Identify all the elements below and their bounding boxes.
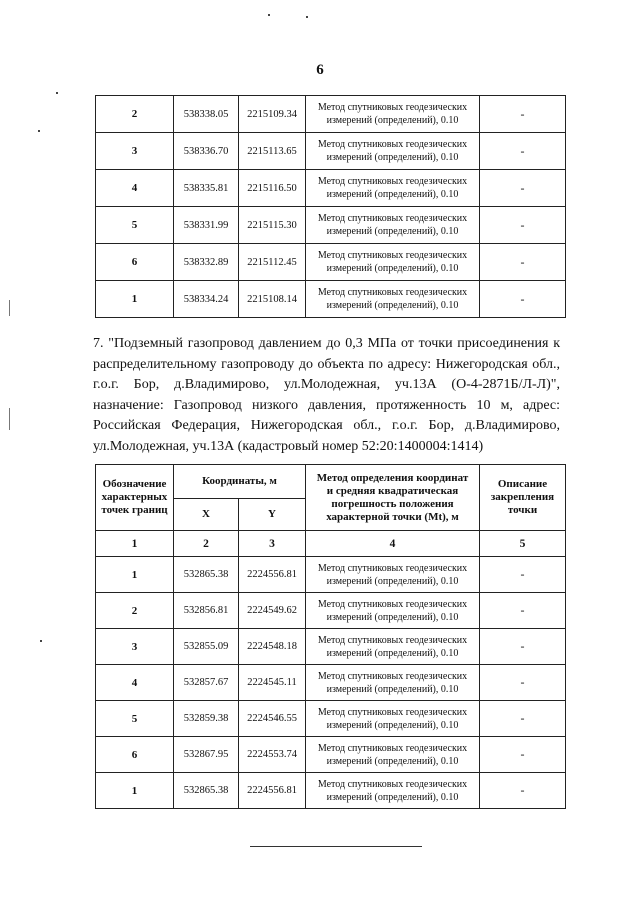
- x-coordinate: 538334.24: [174, 281, 239, 318]
- method-cell: [306, 207, 480, 244]
- column-number: 5: [480, 531, 566, 557]
- table-row: [96, 133, 566, 170]
- y-coordinate: 2215113.65: [239, 133, 306, 170]
- coordinates-table: [95, 464, 566, 809]
- point-number: 1: [96, 773, 174, 809]
- point-number: 5: [96, 207, 174, 244]
- description-cell: -: [480, 737, 566, 773]
- scan-speck: [38, 130, 40, 132]
- table-row: [96, 773, 566, 809]
- method-text: Метод спутниковых геодезических: [317, 250, 468, 261]
- point-number: 2: [96, 593, 174, 629]
- x-coordinate: 532859.38: [174, 701, 239, 737]
- y-coordinate: 2215109.34: [239, 96, 306, 133]
- x-coordinate: 532867.95: [174, 737, 239, 773]
- method-cell: [306, 170, 480, 207]
- footer-rule: [250, 846, 422, 847]
- method-cell: [306, 737, 480, 773]
- y-coordinate: 2224553.74: [239, 737, 306, 773]
- method-text: Метод спутниковых геодезических: [317, 102, 468, 113]
- y-coordinate: 2215112.45: [239, 244, 306, 281]
- scan-speck: [56, 92, 58, 94]
- table-row: [96, 207, 566, 244]
- designation-header-line: точек границ: [101, 504, 168, 516]
- x-coordinate: 532856.81: [174, 593, 239, 629]
- method-header-line: и средняя квадратическая: [326, 484, 459, 497]
- description-cell: -: [480, 773, 566, 809]
- x-coordinate: 538332.89: [174, 244, 239, 281]
- method-text: Метод спутниковых геодезических: [317, 706, 468, 718]
- method-text: измерений (определений), 0.10: [326, 115, 459, 126]
- point-number: 6: [96, 244, 174, 281]
- coordinates-table-continued: [95, 95, 566, 318]
- point-number: 6: [96, 737, 174, 773]
- designation-header-line: Обозначение: [102, 478, 167, 490]
- method-text: измерений (определений), 0.10: [326, 263, 459, 274]
- method-text: Метод спутниковых геодезических: [317, 634, 468, 646]
- method-text: измерений (определений), 0.10: [326, 300, 459, 311]
- description-cell: -: [480, 133, 566, 170]
- x-coordinate: 538336.70: [174, 133, 239, 170]
- method-cell: [306, 629, 480, 665]
- method-cell: [306, 701, 480, 737]
- description-cell: -: [480, 170, 566, 207]
- method-text: измерений (определений), 0.10: [326, 226, 459, 237]
- method-cell: [306, 593, 480, 629]
- scan-edge-mark: [9, 408, 10, 430]
- method-text: Метод спутниковых геодезических: [317, 213, 468, 224]
- table-row: [96, 593, 566, 629]
- method-text: измерений (определений), 0.10: [326, 611, 459, 623]
- method-text: измерений (определений), 0.10: [326, 719, 459, 731]
- x-coordinate: 532865.38: [174, 773, 239, 809]
- method-header-line: характерной точки (Mt), м: [326, 510, 459, 523]
- x-coordinate: 532857.67: [174, 665, 239, 701]
- x-coordinate: 538335.81: [174, 170, 239, 207]
- column-number: 1: [96, 531, 174, 557]
- method-text: измерений (определений), 0.10: [326, 791, 459, 803]
- method-text: Метод спутниковых геодезических: [317, 670, 468, 682]
- table-row: [96, 281, 566, 318]
- method-cell: [306, 557, 480, 593]
- description-cell: -: [480, 207, 566, 244]
- object-description-paragraph: 7. "Подземный газопровод давлением до 0,3 МПа от точки присоединения к распределительному газопроводу до объекта по адресу: Нижегородская обл., г.о.г. Бор, д.Владимирово, ул.Молодежная, уч.13А (О-4-2871Б/Л-Л)", назначение: Газопровод низкого давления, протяженность 10 м, адрес: Российская Федерация, Нижегородская обл., г.о.г. Бор, д.Владимирово, ул.Молодежная, уч.13А (кадастровый номер 52:20:1400004:1414): [93, 336, 560, 454]
- method-cell: [306, 96, 480, 133]
- point-number: 3: [96, 133, 174, 170]
- y-coordinate: 2224546.55: [239, 701, 306, 737]
- method-cell: [306, 773, 480, 809]
- y-coordinate: 2215115.30: [239, 207, 306, 244]
- page-number: 6: [316, 62, 324, 78]
- method-text: Метод спутниковых геодезических: [317, 139, 468, 150]
- scan-speck: [40, 640, 42, 642]
- point-number: 1: [96, 281, 174, 318]
- method-text: Метод спутниковых геодезических: [317, 287, 468, 298]
- y-coordinate: 2215116.50: [239, 170, 306, 207]
- y-header: Y: [239, 499, 306, 531]
- method-text: Метод спутниковых геодезических: [317, 778, 468, 790]
- method-header-line: погрешность положения: [331, 497, 454, 510]
- scan-speck: [268, 14, 270, 16]
- method-cell: [306, 281, 480, 318]
- description-cell: -: [480, 244, 566, 281]
- table-row: [96, 737, 566, 773]
- description-header-line: Описание: [497, 478, 548, 490]
- y-coordinate: 2215108.14: [239, 281, 306, 318]
- method-text: измерений (определений), 0.10: [326, 647, 459, 659]
- table-row: [96, 701, 566, 737]
- method-header: [306, 465, 480, 531]
- y-coordinate: 2224548.18: [239, 629, 306, 665]
- y-coordinate: 2224545.11: [239, 665, 306, 701]
- description-cell: -: [480, 557, 566, 593]
- description-cell: -: [480, 593, 566, 629]
- point-number: 2: [96, 96, 174, 133]
- x-header: X: [174, 499, 239, 531]
- description-cell: -: [480, 629, 566, 665]
- designation-header: [96, 465, 174, 531]
- method-text: Метод спутниковых геодезических: [317, 176, 468, 187]
- point-number: 5: [96, 701, 174, 737]
- table-row: [96, 665, 566, 701]
- method-header-line: Метод определения координат: [316, 471, 469, 484]
- coords-header: Координаты, м: [174, 465, 306, 499]
- table-row: [96, 244, 566, 281]
- method-cell: [306, 244, 480, 281]
- table-row: [96, 170, 566, 207]
- description-cell: -: [480, 665, 566, 701]
- method-text: Метод спутниковых геодезических: [317, 562, 468, 574]
- x-coordinate: 538331.99: [174, 207, 239, 244]
- y-coordinate: 2224556.81: [239, 773, 306, 809]
- point-number: 3: [96, 629, 174, 665]
- description-header-line: точки: [507, 504, 538, 516]
- method-text: измерений (определений), 0.10: [326, 189, 459, 200]
- designation-header-line: характерных: [101, 491, 168, 503]
- x-coordinate: 532865.38: [174, 557, 239, 593]
- method-text: измерений (определений), 0.10: [326, 575, 459, 587]
- y-coordinate: 2224556.81: [239, 557, 306, 593]
- description-header: [480, 465, 566, 531]
- method-text: измерений (определений), 0.10: [326, 683, 459, 695]
- column-number: 2: [174, 531, 239, 557]
- method-cell: [306, 133, 480, 170]
- description-header-line: закрепления: [490, 491, 555, 503]
- description-cell: -: [480, 281, 566, 318]
- x-coordinate: 538338.05: [174, 96, 239, 133]
- y-coordinate: 2224549.62: [239, 593, 306, 629]
- method-text: измерений (определений), 0.10: [326, 755, 459, 767]
- table-row: [96, 629, 566, 665]
- point-number: 1: [96, 557, 174, 593]
- point-number: 4: [96, 170, 174, 207]
- scan-speck: [306, 16, 308, 18]
- column-number: 4: [306, 531, 480, 557]
- column-number: 3: [239, 531, 306, 557]
- scan-edge-mark: [9, 300, 10, 316]
- description-cell: -: [480, 701, 566, 737]
- table-row: [96, 557, 566, 593]
- description-cell: -: [480, 96, 566, 133]
- method-cell: [306, 665, 480, 701]
- table-row: [96, 96, 566, 133]
- method-text: Метод спутниковых геодезических: [317, 742, 468, 754]
- method-text: Метод спутниковых геодезических: [317, 598, 468, 610]
- method-text: измерений (определений), 0.10: [326, 152, 459, 163]
- point-number: 4: [96, 665, 174, 701]
- x-coordinate: 532855.09: [174, 629, 239, 665]
